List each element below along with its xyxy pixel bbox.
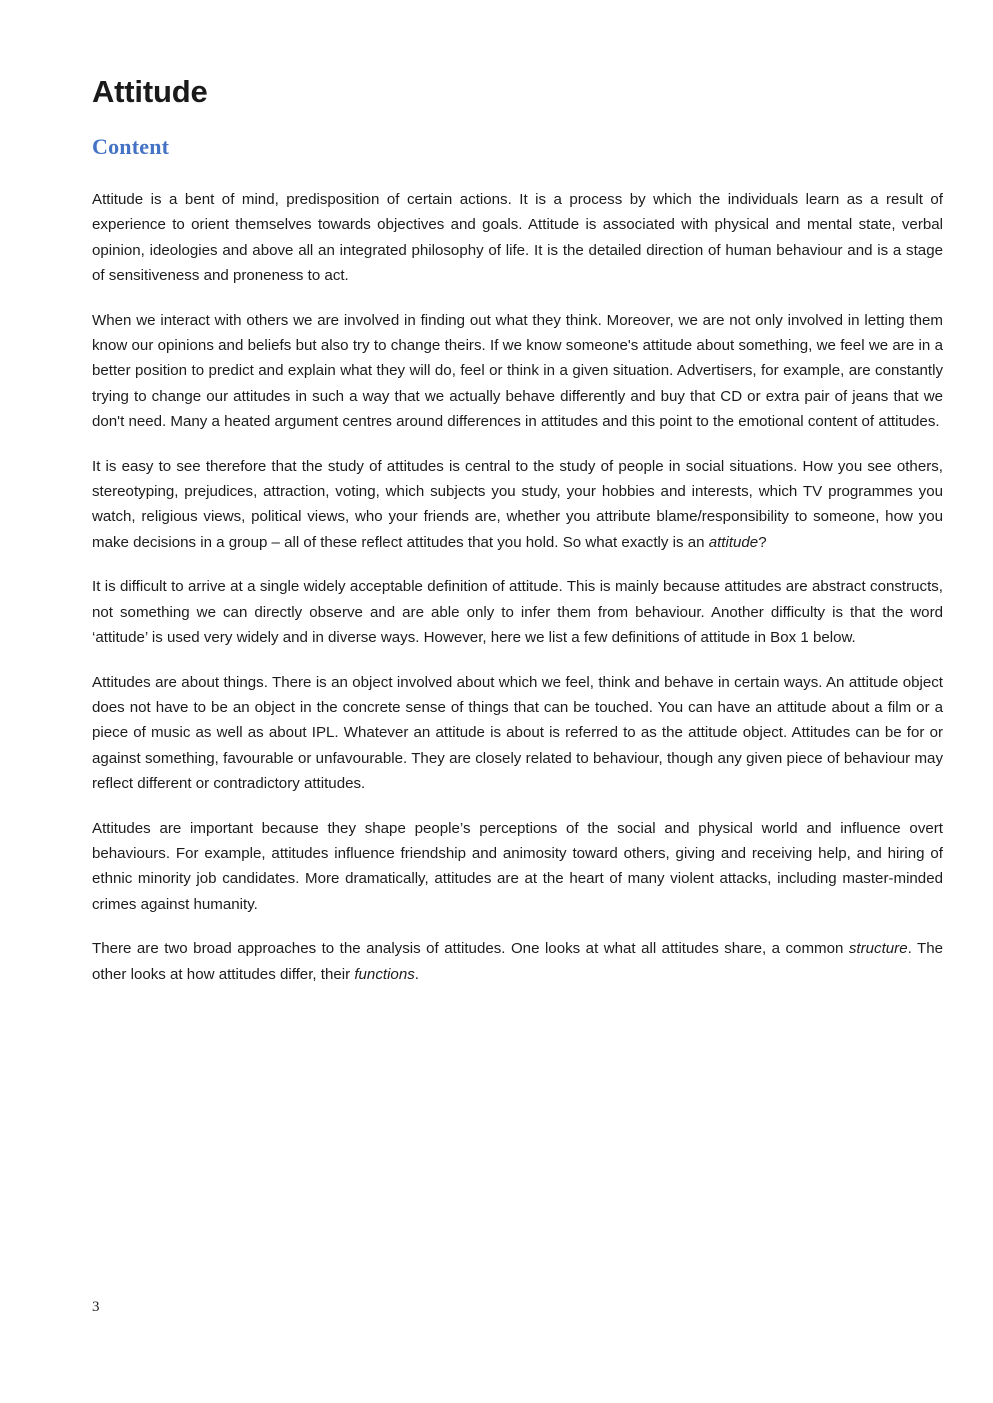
page-number: 3 — [92, 1299, 100, 1315]
paragraph-block-4 — [92, 574, 943, 650]
body-paragraph: When we interact with others we are involved in finding out what they think. Moreover, we are not only involved in letting them know our opinions and beliefs but also try to change theirs. If we know someone's attitude about something, we feel we are in a better position to predict and explain what they will do, feel or think in a given situation. Advertisers, for example, are constantly trying to change our attitudes in such a way that we actually behave differently and buy that CD or extra pair of jeans that we don't need. Many a heated argument centres around differences in attitudes and this point to the emotional content of attitudes. — [92, 311, 943, 431]
body-paragraph: Attitudes are about things. There is an object involved about which we feel, think and behave in certain ways. An attitude object does not have to be an object in the concrete sense of things that can be touched. You can have an attitude about a film or a piece of music as well as about IPL. Whatever an attitude is about is referred to as the attitude object. Attitudes can be for or against something, favourable or unfavourable. They are closely related to behaviour, though any given piece of behaviour may reflect different or contradictory attitudes. — [92, 673, 943, 793]
paragraph-block-5 — [92, 670, 943, 797]
body-paragraph: Attitude is a bent of mind, predisposition of certain actions. It is a process by which the individuals learn as a result of experience to orient themselves towards objectives and goals. Attitude is associated with physical and mental state, verbal opinion, ideologies and above all an integrated philosophy of life. It is the detailed direction of human behaviour and is a stage of sensitiveness and proneness to act. — [92, 191, 943, 285]
paragraph-block-6 — [92, 816, 943, 918]
paragraph-block-7 — [92, 936, 943, 987]
paragraph-text-run: There are two broad approaches to the analysis of attitudes. One looks at what all attitudes share, a common — [92, 940, 849, 958]
paragraph-italic-run: structure — [848, 940, 908, 958]
paragraph-block-1 — [92, 187, 943, 289]
body-paragraph: It is difficult to arrive at a single widely acceptable definition of attitude. This is mainly because attitudes are abstract constructs, not something we can directly observe and are able only to infer them from behaviour. Another difficulty is that the word ‘attitude’ is used very widely and in diverse ways. However, here we list a few definitions of attitude in Box 1 below. — [92, 578, 943, 647]
paragraph-italic-run: attitude — [708, 533, 759, 551]
paragraph-block-2 — [92, 308, 943, 435]
section-heading-content: Content — [92, 134, 170, 159]
body-paragraph — [92, 936, 943, 987]
paragraph-block-3 — [92, 454, 943, 556]
paragraph-text-run: ? — [758, 533, 767, 551]
paragraph-text-run: . — [414, 965, 419, 983]
paragraph-text-run: . The other looks at how attitudes differ, their — [92, 940, 944, 983]
body-paragraph: Attitudes are important because they shape people’s perceptions of the social and physical world and influence overt behaviours. For example, attitudes influence friendship and animosity toward others, giving and receiving help, and hiring of ethnic minority job candidates. More dramatically, attitudes are at the heart of many violent attacks, including master-minded crimes against humanity. — [92, 819, 943, 913]
paragraph-italic-run: functions — [354, 965, 415, 983]
body-paragraph — [92, 454, 943, 556]
document-content-area — [92, 72, 943, 987]
page-title: Attitude — [92, 74, 208, 109]
paragraph-text-run: It is easy to see therefore that the study of attitudes is central to the study of people in social situations. How you see others, stereotyping, prejudices, attraction, voting, which subjects you study, your hobbies and interests, which TV programmes you watch, religious views, political views, who your friends are, whether you attribute blame/responsibility to someone, how you make decisions in a group – all of these reflect attitudes that you hold. So what exactly is an — [92, 457, 943, 551]
